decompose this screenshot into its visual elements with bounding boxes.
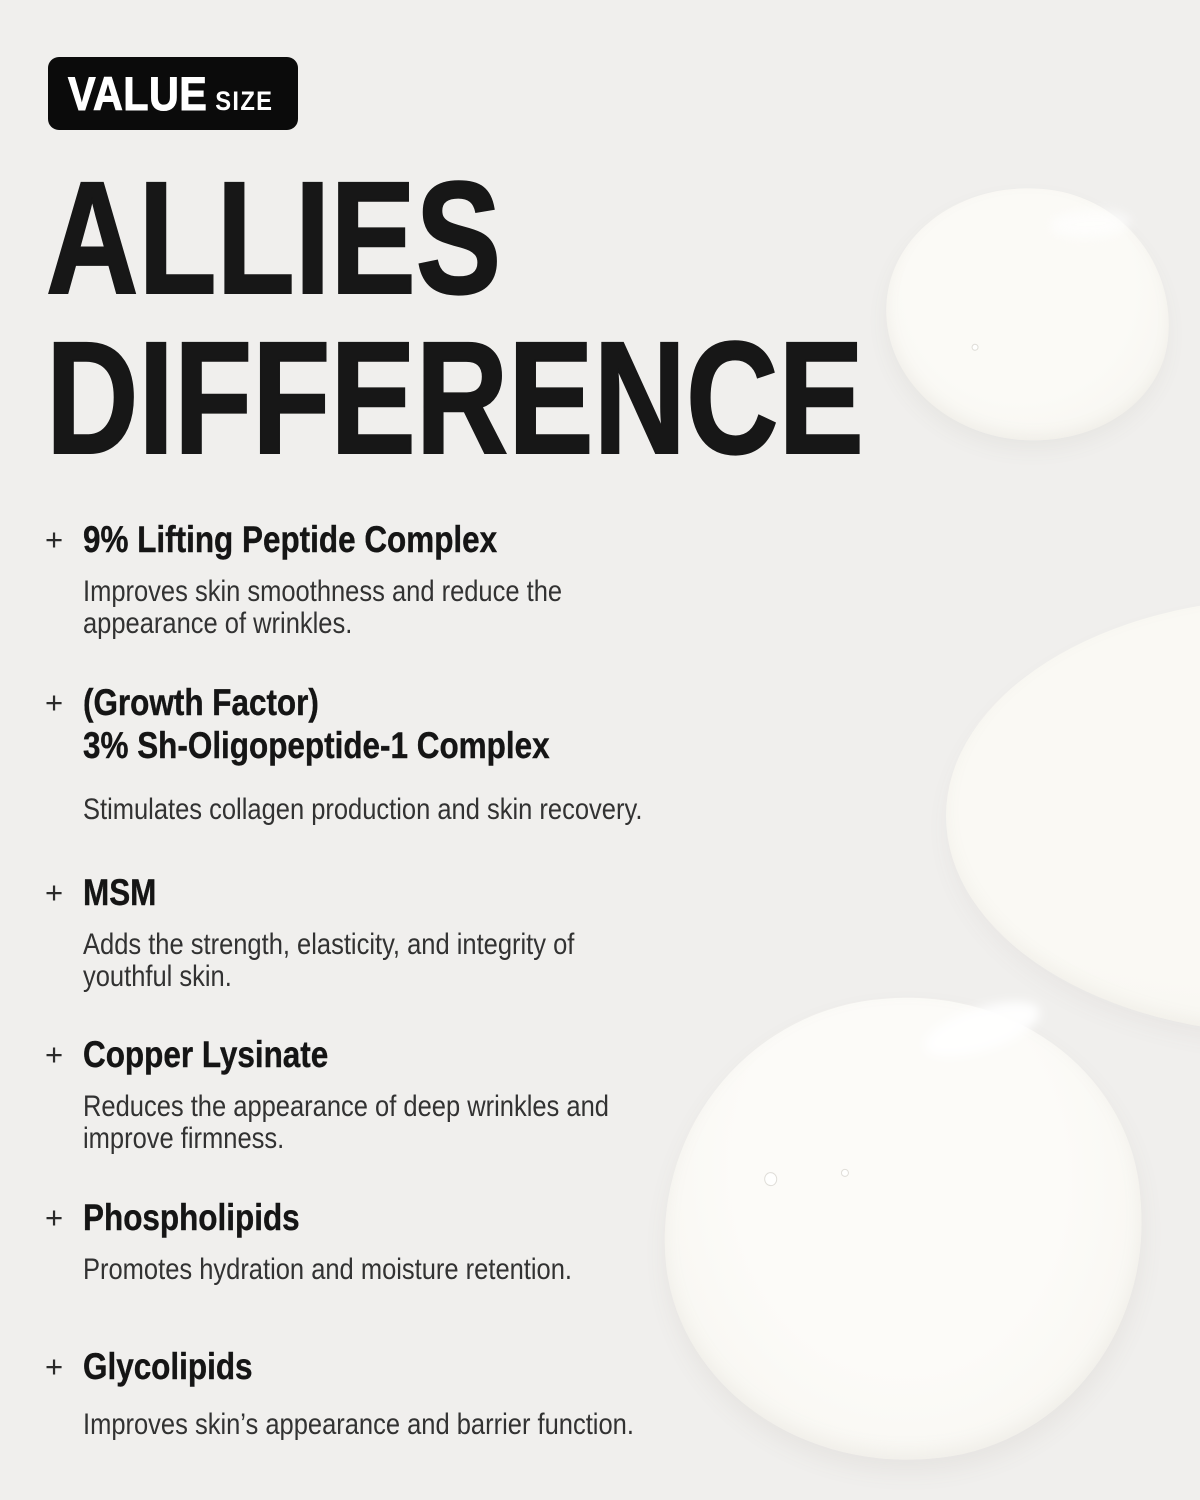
droplet-bubble xyxy=(764,1172,778,1187)
ingredient-description: Adds the strength, elasticity, and integrity of youthful skin. xyxy=(83,928,575,993)
ingredient-item-glycolipids xyxy=(45,1345,745,1441)
droplet-bubble xyxy=(971,343,979,351)
droplet-highlight xyxy=(919,991,1045,1067)
badge-primary-label: VALUE xyxy=(68,67,208,120)
serum-droplet-top-icon xyxy=(872,172,1185,457)
plus-icon: + xyxy=(45,875,64,910)
plus-icon: + xyxy=(45,1037,64,1072)
ingredient-title: (Growth Factor) 3% Sh-Oligopeptide-1 Complex xyxy=(83,682,550,766)
value-size-badge-text xyxy=(68,66,273,121)
ingredient-title: 9% Lifting Peptide Complex xyxy=(83,519,498,560)
ingredient-description: Stimulates collagen production and skin recovery. xyxy=(83,793,643,826)
ingredient-title: Phospholipids xyxy=(83,1197,300,1238)
ingredient-item-msm xyxy=(45,871,745,993)
ingredient-description: Improves skin smoothness and reduce the appearance of wrinkles. xyxy=(83,575,563,640)
plus-icon: + xyxy=(45,1200,64,1235)
plus-icon: + xyxy=(45,522,64,557)
badge-secondary-label: SIZE xyxy=(215,86,274,116)
page-title-line1: ALLIES xyxy=(46,148,502,327)
droplet-bubble xyxy=(841,1169,850,1178)
ingredient-item-copper-lysinate xyxy=(45,1033,745,1155)
ingredient-title: MSM xyxy=(83,872,157,913)
ingredient-description: Promotes hydration and moisture retention. xyxy=(83,1253,573,1286)
ingredient-title: Copper Lysinate xyxy=(83,1034,329,1075)
ingredient-description: Reduces the appearance of deep wrinkles and improve firmness. xyxy=(83,1090,609,1155)
ingredient-item-lifting-peptide xyxy=(45,518,745,640)
value-size-badge xyxy=(48,57,298,130)
droplet-highlight xyxy=(1050,208,1131,240)
ingredient-description: Improves skin’s appearance and barrier function. xyxy=(83,1408,634,1441)
plus-icon: + xyxy=(45,1349,64,1384)
page-title xyxy=(46,148,864,487)
ingredient-item-phospholipids xyxy=(45,1196,745,1286)
ingredient-title: Glycolipids xyxy=(83,1346,253,1387)
serum-droplet-middle-icon xyxy=(946,598,1200,1034)
page-title-line2: DIFFERENCE xyxy=(46,308,864,487)
plus-icon: + xyxy=(45,685,64,720)
ingredient-item-growth-factor xyxy=(45,681,745,826)
